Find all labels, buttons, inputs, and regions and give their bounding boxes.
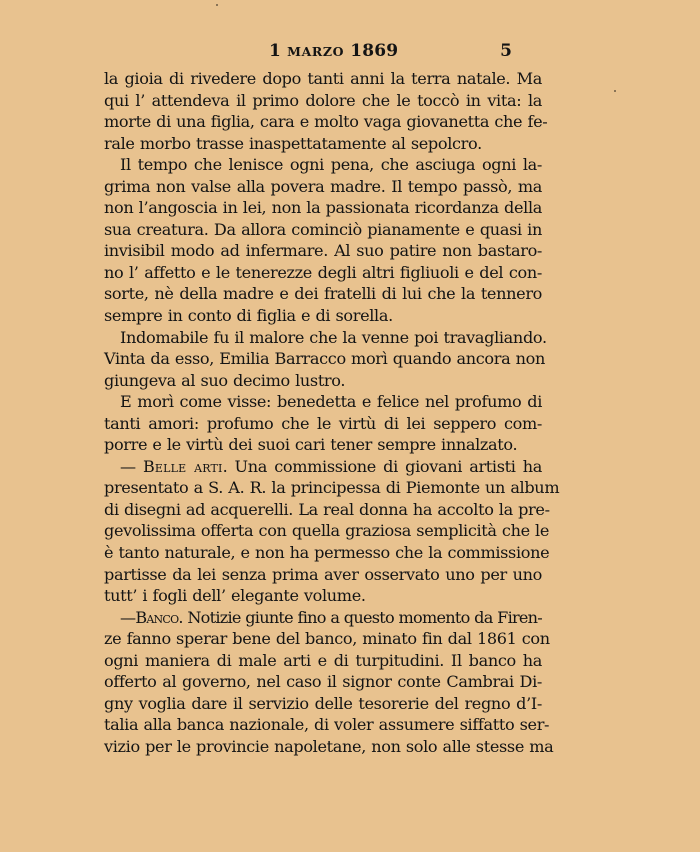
text-line: —Banco. Notizie giunte fino a questo momento da Firen- (120, 607, 542, 627)
text-line: presentato a S. A. R. la principessa di Piemonte un album (104, 478, 560, 498)
text-line: qui l’ attendeva il primo dolore che le toccò in vita: la (104, 90, 542, 110)
paper-speck (216, 4, 218, 6)
paper-speck (614, 90, 616, 92)
text-line: invisibil modo ad infermare. Al suo patire non bastaro- (104, 241, 542, 261)
text-line: talia alla banca nazionale, di voler assumere siffatto ser- (104, 715, 550, 735)
paragraph (104, 68, 548, 154)
text-line: morte di una figlia, cara e molto vaga giovanetta che fe- (104, 112, 548, 132)
text-line: la gioia di rivedere dopo tanti anni la terra natale. Ma (104, 69, 542, 88)
text-line: non l’angoscia in lei, non la passionata ricordanza della (104, 198, 542, 218)
text-line: tanti amori: profumo che le virtù di lei seppero com- (104, 413, 542, 433)
header-month: MARZO (287, 44, 345, 59)
news-item-banco (104, 607, 554, 758)
text-line: sempre in conto di figlia e di sorella. (104, 306, 393, 326)
text-line: Vinta da esso, Emilia Barracco morì quando ancora non (104, 349, 545, 369)
text-line: giungeva al suo decimo lustro. (104, 370, 346, 390)
text-line: è tanto naturale, e non ha permesso che la commissione (104, 543, 550, 563)
paragraph (104, 391, 542, 456)
text-line: sorte, nè della madre e dei fratelli di lui che la tennero (104, 284, 542, 304)
news-item-belle-arti (104, 456, 560, 607)
paragraph (104, 154, 542, 326)
running-header (104, 41, 542, 65)
paragraph (104, 327, 547, 392)
body-text (104, 68, 560, 758)
header-day: 1 (269, 41, 282, 61)
section-heading: Banco (135, 607, 179, 627)
text-line: no l’ affetto e le tenerezze degli altri figliuoli e del con- (104, 262, 542, 282)
header-year: 1869 (350, 41, 399, 61)
text-line: di disegni ad acquerelli. La real donna ha accolto la pre- (104, 499, 550, 519)
text-line: — Belle arti. Una commissione di giovani artisti ha (120, 456, 542, 476)
text-line: vizio per le provincie napoletane, non solo alle stesse ma (104, 736, 554, 756)
page-number: 5 (500, 41, 512, 61)
text-line: gny voglia dare il servizio delle tesorerie del regno d’I- (104, 693, 542, 713)
section-heading: Belle arti (142, 456, 223, 476)
text-line: ogni maniera di male arti e di turpitudini. Il banco ha (104, 650, 542, 670)
text-line: ze fanno sperar bene del banco, minato fin dal 1861 con (104, 629, 550, 649)
text-line: Il tempo che lenisce ogni pena, che asciuga ogni la- (120, 155, 542, 175)
text-line: porre e le virtù dei suoi cari tener sempre innalzato. (104, 435, 518, 455)
header-date (269, 41, 398, 61)
text-line: offerto al governo, nel caso il signor conte Cambrai Di- (104, 672, 542, 692)
text-line: tutt’ i fogli dell’ elegante volume. (104, 586, 366, 606)
text-line: partisse da lei senza prima aver osservato uno per uno (104, 564, 542, 584)
text-line: gevolissima offerta con quella graziosa semplicità che le (104, 521, 550, 541)
text-line: sua creatura. Da allora cominciò pianamente e quasi in (104, 219, 542, 239)
text-fragment: . Una commissione di giovani artisti ha (222, 456, 542, 476)
text-line: E morì come visse: benedetta e felice nel profumo di (120, 392, 542, 412)
text-fragment: . Notizie giunte fino a questo momento da Firen- (178, 607, 542, 627)
text-line: Indomabile fu il malore che la venne poi travagliando. (120, 327, 547, 347)
text-line: grima non valse alla povera madre. Il tempo passò, ma (104, 176, 542, 196)
text-line: rale morbo trasse inaspettatamente al sepolcro. (104, 133, 482, 153)
